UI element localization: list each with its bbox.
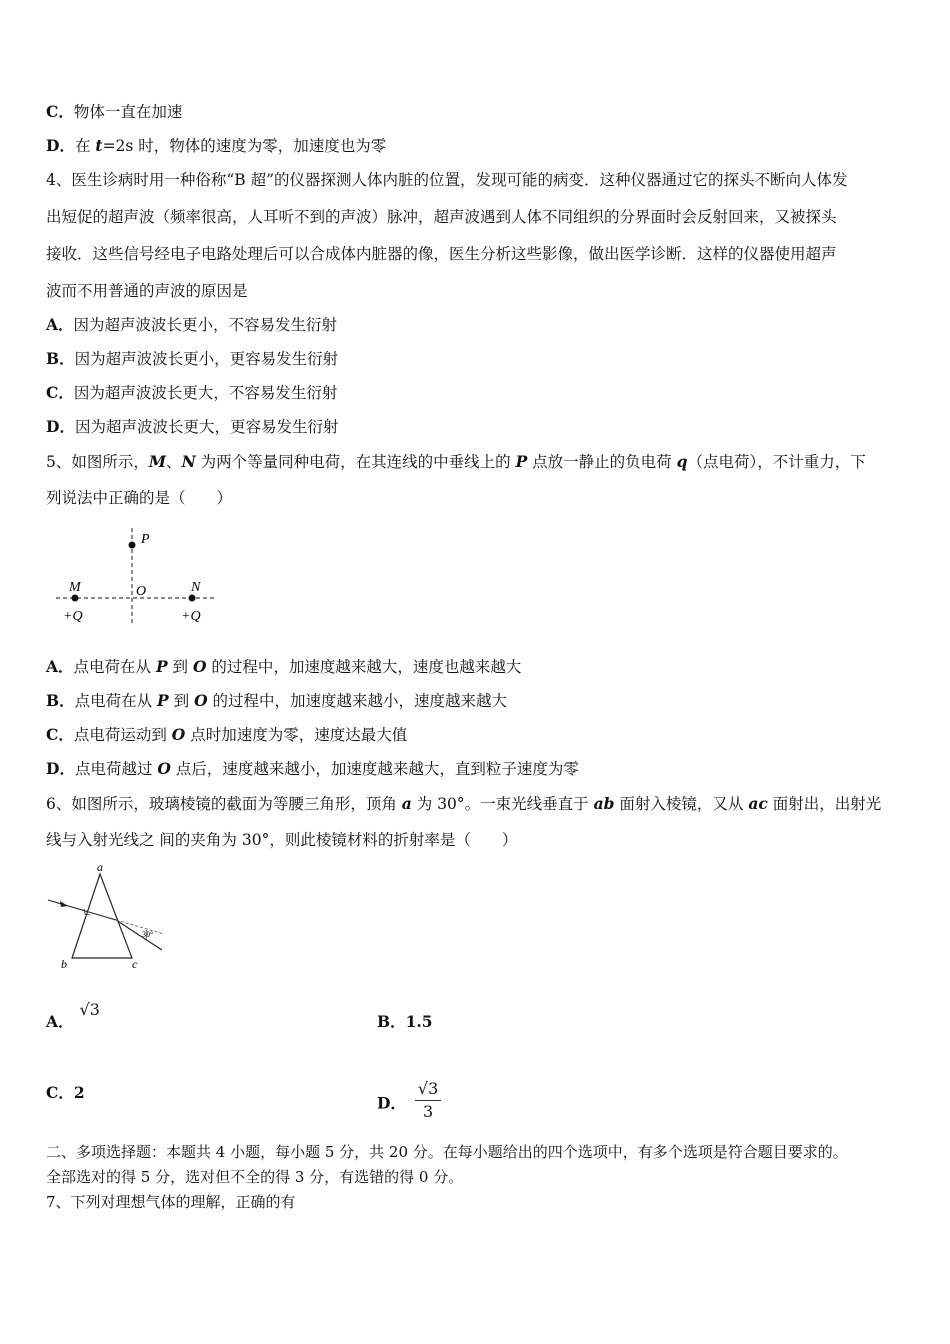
q6-stem-line-1: 6、如图所示，玻璃棱镜的截面为等腰三角形，顶角 a 为 30°。一束光线垂直于 ab 面射入棱镜，又从 ac 面射出，出射光	[46, 794, 882, 813]
q4-option-b: B．因为超声波波长更小，更容易发生衍射	[46, 349, 339, 368]
q7-stem: 7、下列对理想气体的理解，正确的有	[46, 1193, 296, 1211]
q4-option-c: C．因为超声波波长更大，不容易发生衍射	[46, 383, 338, 402]
q4-option-a: A．因为超声波波长更小，不容易发生衍射	[46, 315, 338, 334]
q4-option-d: D．因为超声波波长更大，更容易发生衍射	[46, 417, 339, 436]
q4-stem-line-2: 出短促的超声波（频率很高，人耳听不到的声波）脉冲，超声波遇到人体不同组织的分界面时会反射回来，又被探头	[46, 208, 837, 226]
section2-instructions-line-1: 二、多项选择题：本题共 4 小题，每小题 5 分，共 20 分。在每小题给出的四个选项中，有多个选项是符合题目要求的。	[46, 1143, 848, 1161]
label-m: M	[69, 580, 81, 595]
vertex-c-label: c	[132, 957, 138, 971]
incident-arrow-icon	[60, 901, 68, 907]
label-p: P	[141, 532, 150, 547]
q6-option-d: D． $\frac{√3}{3}$	[377, 1082, 441, 1127]
q5-charge-diagram	[50, 522, 225, 632]
q4-stem-line-4: 波而不用普通的声波的原因是	[46, 282, 248, 300]
q5-stem-line-1: 5、如图所示，M、N 为两个等量同种电荷，在其连线的中垂线上的 P 点放一静止的负电荷 q（点电荷），不计重力，下	[46, 452, 866, 471]
q5-stem-line-2: 列说法中正确的是（ ）	[46, 489, 233, 507]
label-n: N	[191, 580, 201, 595]
fraction-sqrt3-over-3: $\frac{√3}{3}$	[415, 1078, 441, 1123]
q3-option-c: C．物体一直在加速	[46, 102, 183, 121]
point-p-dot	[129, 542, 136, 549]
sqrt3-value: √3	[79, 1000, 100, 1019]
q3-option-d: D．在 t=2s 时，物体的速度为零，加速度也为零	[46, 136, 387, 155]
incident-ray	[48, 900, 116, 920]
charge-n-label: +Q	[181, 609, 201, 624]
extended-ray-dashed	[116, 920, 164, 934]
q4-stem-line-1: 4、医生诊病时用一种俗称“B 超”的仪器探测人体内脏的位置，发现可能的病变．这种仪器通过它的探头不断向人体发	[46, 171, 848, 189]
q6-option-a: A．√3	[46, 1000, 100, 1031]
label-o: O	[136, 584, 147, 599]
q6-option-b: B．1.5	[377, 1012, 433, 1031]
q5-option-b: B．点电荷在从 P 到 O 的过程中，加速度越来越小，速度越来越大	[46, 691, 508, 710]
section2-instructions-line-2: 全部选对的得 5 分，选对但不全的得 3 分，有选错的得 0 分。	[46, 1168, 464, 1186]
q5-option-d: D．点电荷越过 O 点后，速度越来越小，加速度越来越大，直到粒子速度为零	[46, 759, 579, 778]
q6-option-c: C．2	[46, 1083, 85, 1102]
charge-m-dot	[72, 595, 79, 602]
q4-stem-line-3: 接收．这些信号经电子电路处理后可以合成体内脏器的像，医生分析这些影像，做出医学诊断．这样的仪器使用超声	[46, 245, 837, 263]
q6-stem-line-2: 线与入射光线之 间的夹角为 30°，则此棱镜材料的折射率是（ ）	[46, 831, 518, 849]
charge-m-label: +Q	[63, 609, 83, 624]
q5-option-c: C．点电荷运动到 O 点时加速度为零，速度达最大值	[46, 725, 408, 744]
charge-n-dot	[189, 595, 196, 602]
vertex-a-label: a	[97, 860, 103, 874]
angle-label: 30°	[142, 930, 154, 939]
q5-option-a: A．点电荷在从 P 到 O 的过程中，加速度越来越大，速度也越来越大	[46, 657, 522, 676]
q6-prism-diagram	[46, 860, 171, 975]
vertex-b-label: b	[61, 957, 67, 971]
